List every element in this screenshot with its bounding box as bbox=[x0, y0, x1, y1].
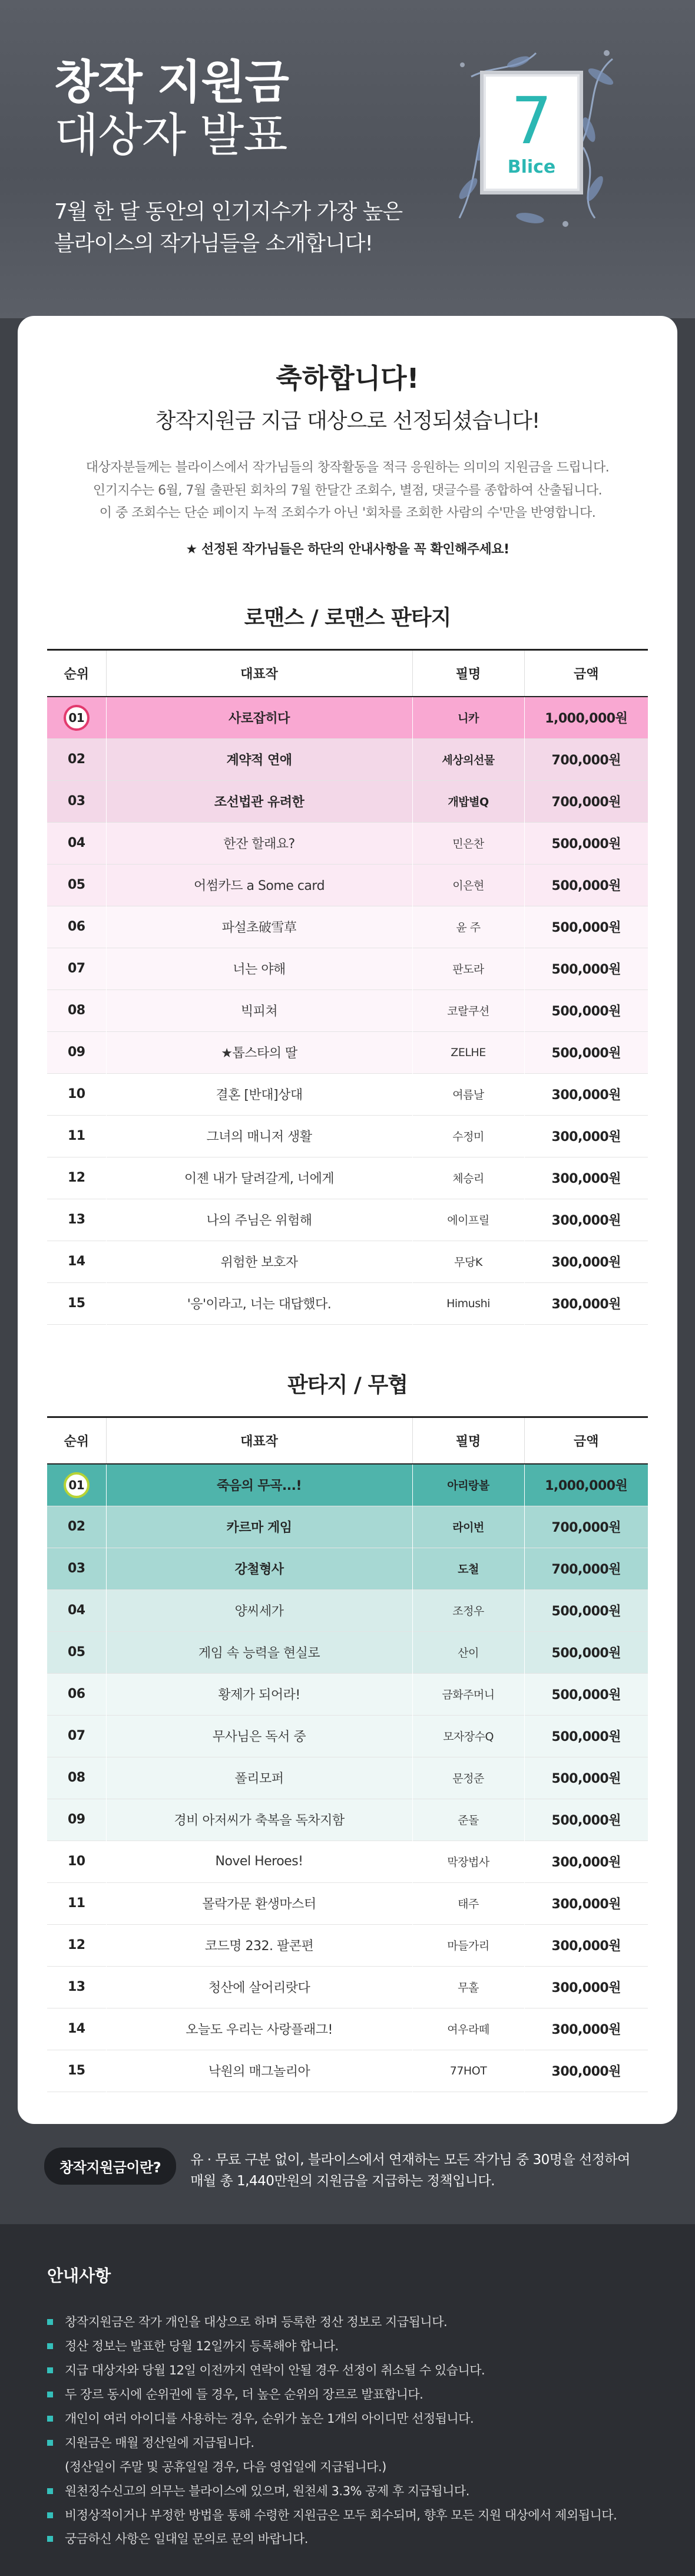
guide-list bbox=[47, 2310, 648, 2551]
amount-cell: 500,000원 bbox=[524, 1757, 648, 1799]
pen-name-cell: 조정우 bbox=[412, 1589, 524, 1631]
table-header-row bbox=[47, 649, 648, 697]
rank-cell: 09 bbox=[67, 1812, 85, 1827]
title-cell: 오늘도 우리는 사랑플래그! bbox=[106, 2008, 412, 2050]
title-cell: 한잔 할래요? bbox=[106, 822, 412, 864]
intro-line: 이 중 조회수는 단순 페이지 누적 조회수가 아닌 '회차를 조회한 사람의 수'만을 반영합니다. bbox=[99, 506, 596, 520]
amount-cell: 500,000원 bbox=[524, 1589, 648, 1631]
table-row bbox=[47, 2050, 648, 2092]
table-header-row bbox=[47, 1417, 648, 1464]
table-row bbox=[47, 1841, 648, 1882]
table-row bbox=[47, 1966, 648, 2008]
guide-item: 비정상적이거나 부정한 방법을 통해 수령한 지원금은 모두 회수되며, 향후 모든 지원 대상에서 제외됩니다. bbox=[47, 2504, 648, 2528]
rank-cell: 05 bbox=[67, 1645, 85, 1660]
pen-name-cell: 개밥별Q bbox=[412, 780, 524, 822]
table-row bbox=[47, 1882, 648, 1924]
amount-cell: 300,000원 bbox=[524, 1199, 648, 1241]
pen-name-cell: 무당K bbox=[412, 1241, 524, 1282]
rank-cell: 10 bbox=[67, 1087, 85, 1101]
guide-item: 지원금은 매월 정산일에 지급됩니다. bbox=[47, 2431, 648, 2455]
amount-cell: 500,000원 bbox=[524, 1715, 648, 1757]
title-cell: 카르마 게임 bbox=[106, 1506, 412, 1548]
pen-name-cell: 라이번 bbox=[412, 1506, 524, 1548]
table-row bbox=[47, 822, 648, 864]
title-cell: Novel Heroes! bbox=[106, 1841, 412, 1882]
guide-item: 지급 대상자와 당월 12일 이전까지 연락이 안될 경우 선정이 취소될 수 있습니다. bbox=[47, 2359, 648, 2383]
pen-name-cell: 세상의선물 bbox=[412, 738, 524, 780]
guide-section bbox=[0, 2224, 695, 2576]
blice-logo: Blice bbox=[507, 156, 556, 177]
rank-cell: 15 bbox=[67, 1296, 85, 1311]
pen-name-cell: ZELHE bbox=[412, 1031, 524, 1073]
intro-line: 대상자분들께는 블라이스에서 작가님들의 창작활동을 적극 응원하는 의미의 지원금을 드립니다. bbox=[85, 460, 610, 475]
table-row bbox=[47, 906, 648, 948]
guide-title: 안내사항 bbox=[47, 2266, 111, 2285]
hero-desc-line1: 7월 한 달 동안의 인기지수가 가장 높은 bbox=[54, 200, 403, 225]
title-cell: '응'이라고, 너는 대답했다. bbox=[106, 1282, 412, 1324]
title-cell: 몰락가문 환생마스터 bbox=[106, 1882, 412, 1924]
title-cell: 결혼 [반대]상대 bbox=[106, 1073, 412, 1115]
table-row bbox=[47, 1589, 648, 1631]
table-row bbox=[47, 1073, 648, 1115]
title-cell: 계약적 연애 bbox=[106, 738, 412, 780]
rank-cell: 15 bbox=[67, 2063, 85, 2078]
romance-table bbox=[47, 649, 648, 1325]
rank-badge: 01 bbox=[64, 1472, 90, 1498]
amount-cell: 300,000원 bbox=[524, 1924, 648, 1966]
rank-badge: 01 bbox=[64, 705, 90, 731]
title-cell: 무사님은 독서 중 bbox=[106, 1715, 412, 1757]
header-rank: 순위 bbox=[64, 1434, 89, 1449]
pen-name-cell: 민은찬 bbox=[412, 822, 524, 864]
intro-text bbox=[47, 457, 648, 525]
amount-cell: 300,000원 bbox=[524, 1241, 648, 1282]
pen-name-cell: 윤 주 bbox=[412, 906, 524, 948]
notice-text: ★ 선정된 작가님들은 하단의 안내사항을 꼭 확인해주세요! bbox=[186, 542, 509, 557]
guide-item: 궁금하신 사항은 일대일 문의로 문의 바랍니다. bbox=[47, 2527, 648, 2551]
amount-cell: 700,000원 bbox=[524, 738, 648, 780]
rank-cell: 09 bbox=[67, 1045, 85, 1060]
rank-cell: 14 bbox=[67, 2021, 85, 2036]
what-is-line: 유 · 무료 구분 없이, 블라이스에서 연재하는 모든 작가님 중 30명을 선정하여 bbox=[190, 2152, 630, 2168]
guide-item: 원천징수신고의 의무는 블라이스에 있으며, 원천세 3.3% 공제 후 지급됩니다. bbox=[47, 2479, 648, 2504]
table-row bbox=[47, 1199, 648, 1241]
table-row bbox=[47, 1715, 648, 1757]
pen-name-cell: 산이 bbox=[412, 1631, 524, 1673]
rank-cell: 06 bbox=[67, 1687, 85, 1701]
guide-item: 개인이 여러 아이디를 사용하는 경우, 순위가 높은 1개의 아이디만 선정됩니다. bbox=[47, 2407, 648, 2431]
pen-name-cell: 모자장수Q bbox=[412, 1715, 524, 1757]
title-cell: 청산에 살어리랏다 bbox=[106, 1966, 412, 2008]
results-card bbox=[18, 316, 677, 2124]
pen-name-cell: 수정미 bbox=[412, 1115, 524, 1157]
pen-name-cell: 체승리 bbox=[412, 1157, 524, 1199]
header-amount: 금액 bbox=[524, 1417, 648, 1464]
amount-cell: 1,000,000원 bbox=[524, 697, 648, 738]
guide-item: (정산일이 주말 및 공휴일일 경우, 다음 영업일에 지급됩니다.) bbox=[65, 2459, 386, 2474]
pen-name-cell: 태주 bbox=[412, 1882, 524, 1924]
rank-cell: 05 bbox=[67, 878, 85, 892]
amount-cell: 300,000원 bbox=[524, 1882, 648, 1924]
pen-name-cell: 여우라떼 bbox=[412, 2008, 524, 2050]
amount-cell: 300,000원 bbox=[524, 1115, 648, 1157]
fantasy-section-title: 판타지 / 무협 bbox=[287, 1373, 408, 1397]
header-amount: 금액 bbox=[524, 649, 648, 697]
table-row bbox=[47, 864, 648, 906]
title-cell: 황제가 되어라! bbox=[106, 1673, 412, 1715]
hero-title-line1: 창작 지원금 bbox=[54, 56, 289, 109]
pen-name-cell: 문정준 bbox=[412, 1757, 524, 1799]
header-title: 대표작 bbox=[106, 649, 412, 697]
title-cell: 조선법관 유려한 bbox=[106, 780, 412, 822]
header-pen-name: 필명 bbox=[412, 1417, 524, 1464]
table-row bbox=[47, 989, 648, 1031]
rank-cell: 10 bbox=[67, 1854, 85, 1869]
frame-number: 7 bbox=[511, 83, 552, 159]
amount-cell: 500,000원 bbox=[524, 864, 648, 906]
title-cell: 어썸카드 a Some card bbox=[106, 864, 412, 906]
rank-cell: 07 bbox=[67, 961, 85, 976]
pen-name-cell: 이은현 bbox=[412, 864, 524, 906]
table-row bbox=[47, 1282, 648, 1324]
amount-cell: 500,000원 bbox=[524, 1673, 648, 1715]
amount-cell: 500,000원 bbox=[524, 1631, 648, 1673]
rank-cell: 03 bbox=[67, 794, 85, 809]
amount-cell: 700,000원 bbox=[524, 1506, 648, 1548]
hero-illustration bbox=[448, 41, 624, 230]
pen-name-cell: Himushi bbox=[412, 1282, 524, 1324]
hero-title-line2: 대상자 발표 bbox=[54, 108, 287, 162]
title-cell: 그녀의 매니저 생활 bbox=[106, 1115, 412, 1157]
amount-cell: 300,000원 bbox=[524, 2008, 648, 2050]
pen-name-cell: 마들가리 bbox=[412, 1924, 524, 1966]
table-row bbox=[47, 697, 648, 738]
pen-name-cell: 아리랑볼 bbox=[412, 1464, 524, 1506]
amount-cell: 700,000원 bbox=[524, 780, 648, 822]
amount-cell: 500,000원 bbox=[524, 1799, 648, 1841]
rank-cell: 04 bbox=[67, 836, 85, 850]
pen-name-cell: 코랄쿠션 bbox=[412, 989, 524, 1031]
amount-cell: 300,000원 bbox=[524, 1073, 648, 1115]
title-cell: 강철형사 bbox=[106, 1548, 412, 1589]
table-row bbox=[47, 1673, 648, 1715]
amount-cell: 300,000원 bbox=[524, 2050, 648, 2092]
header-rank: 순위 bbox=[64, 667, 89, 682]
table-row bbox=[47, 1548, 648, 1589]
title-cell: 폴리모퍼 bbox=[106, 1757, 412, 1799]
header-title: 대표작 bbox=[106, 1417, 412, 1464]
amount-cell: 1,000,000원 bbox=[524, 1464, 648, 1506]
pen-name-cell: 에이프릴 bbox=[412, 1199, 524, 1241]
romance-table-body bbox=[47, 697, 648, 1324]
table-row bbox=[47, 1241, 648, 1282]
table-row bbox=[47, 780, 648, 822]
rank-cell: 12 bbox=[67, 1938, 85, 1952]
title-cell: 위험한 보호자 bbox=[106, 1241, 412, 1282]
pen-name-cell: 여름날 bbox=[412, 1073, 524, 1115]
amount-cell: 300,000원 bbox=[524, 1157, 648, 1199]
table-row bbox=[47, 2008, 648, 2050]
title-cell: 빅피쳐 bbox=[106, 989, 412, 1031]
rank-cell: 11 bbox=[67, 1129, 85, 1143]
romance-section-title: 로맨스 / 로맨스 판타지 bbox=[244, 605, 451, 630]
rank-cell bbox=[47, 1464, 106, 1506]
number-frame bbox=[480, 71, 583, 194]
rank-cell: 02 bbox=[67, 1519, 85, 1534]
title-cell: 사로잡히다 bbox=[106, 697, 412, 738]
congrats-subheading: 창작지원금 지급 대상으로 선정되셨습니다! bbox=[155, 409, 540, 433]
what-is-line: 매월 총 1,440만원의 지원금을 지급하는 정책입니다. bbox=[190, 2173, 495, 2189]
table-row bbox=[47, 1757, 648, 1799]
amount-cell: 300,000원 bbox=[524, 1282, 648, 1324]
amount-cell: 500,000원 bbox=[524, 948, 648, 989]
pen-name-cell: 도철 bbox=[412, 1548, 524, 1589]
table-row bbox=[47, 1115, 648, 1157]
title-cell: 게임 속 능력을 현실로 bbox=[106, 1631, 412, 1673]
amount-cell: 500,000원 bbox=[524, 906, 648, 948]
title-cell: 낙원의 매그놀리아 bbox=[106, 2050, 412, 2092]
table-row bbox=[47, 1924, 648, 1966]
title-cell: 양씨세가 bbox=[106, 1589, 412, 1631]
what-is-section bbox=[44, 2148, 657, 2192]
table-row bbox=[47, 738, 648, 780]
pen-name-cell: 준돌 bbox=[412, 1799, 524, 1841]
header-pen-name: 필명 bbox=[412, 649, 524, 697]
table-row bbox=[47, 1799, 648, 1841]
table-row bbox=[47, 1631, 648, 1673]
amount-cell: 300,000원 bbox=[524, 1966, 648, 2008]
amount-cell: 700,000원 bbox=[524, 1548, 648, 1589]
table-row bbox=[47, 1157, 648, 1199]
intro-line: 인기지수는 6월, 7월 출판된 회차의 7월 한달간 조회수, 별점, 댓글수를 종합하여 산출됩니다. bbox=[92, 483, 603, 498]
rank-cell: 14 bbox=[67, 1254, 85, 1269]
rank-cell: 13 bbox=[67, 1980, 85, 1994]
rank-cell: 03 bbox=[67, 1561, 85, 1576]
amount-cell: 500,000원 bbox=[524, 822, 648, 864]
rank-cell: 06 bbox=[67, 919, 85, 934]
amount-cell: 500,000원 bbox=[524, 989, 648, 1031]
rank-cell bbox=[47, 697, 106, 738]
fantasy-table bbox=[47, 1416, 648, 2092]
hero-desc-line2: 블라이스의 작가님들을 소개합니다! bbox=[54, 232, 373, 256]
rank-cell: 04 bbox=[67, 1603, 85, 1618]
table-row bbox=[47, 1464, 648, 1506]
title-cell: 너는 야해 bbox=[106, 948, 412, 989]
pen-name-cell: 막장법사 bbox=[412, 1841, 524, 1882]
rank-cell: 11 bbox=[67, 1896, 85, 1911]
hero-banner bbox=[0, 0, 695, 318]
title-cell: 나의 주님은 위험해 bbox=[106, 1199, 412, 1241]
rank-cell: 08 bbox=[67, 1770, 85, 1785]
guide-item: 두 장르 동시에 순위권에 들 경우, 더 높은 순위의 장르로 발표합니다. bbox=[47, 2383, 648, 2407]
rank-cell: 13 bbox=[67, 1212, 85, 1227]
rank-cell: 12 bbox=[67, 1170, 85, 1185]
pen-name-cell: 니카 bbox=[412, 697, 524, 738]
what-is-text bbox=[190, 2150, 630, 2192]
title-cell: 죽음의 무곡...! bbox=[106, 1464, 412, 1506]
fantasy-table-body bbox=[47, 1464, 648, 2092]
what-is-pill: 창작지원금이란? bbox=[44, 2148, 176, 2185]
title-cell: 이젠 내가 달려갈게, 너에게 bbox=[106, 1157, 412, 1199]
rank-cell: 02 bbox=[67, 752, 85, 767]
title-cell: 경비 아저씨가 축복을 독차지함 bbox=[106, 1799, 412, 1841]
guide-item: 정산 정보는 발표한 당월 12일까지 등록해야 합니다. bbox=[47, 2334, 648, 2359]
amount-cell: 300,000원 bbox=[524, 1841, 648, 1882]
title-cell: 코드명 232. 팔콘편 bbox=[106, 1924, 412, 1966]
pen-name-cell: 금화주머니 bbox=[412, 1673, 524, 1715]
amount-cell: 500,000원 bbox=[524, 1031, 648, 1073]
guide-item: 창작지원금은 작가 개인을 대상으로 하며 등록한 정산 정보로 지급됩니다. bbox=[47, 2310, 648, 2334]
title-cell: ★톱스타의 딸 bbox=[106, 1031, 412, 1073]
title-cell: 파설초破雪草 bbox=[106, 906, 412, 948]
table-row bbox=[47, 1506, 648, 1548]
rank-cell: 07 bbox=[67, 1729, 85, 1743]
pen-name-cell: 무홀 bbox=[412, 1966, 524, 2008]
pen-name-cell: 77HOT bbox=[412, 2050, 524, 2092]
congrats-heading: 축하합니다! bbox=[276, 362, 419, 394]
rank-cell: 08 bbox=[67, 1003, 85, 1018]
table-row bbox=[47, 948, 648, 989]
pen-name-cell: 판도라 bbox=[412, 948, 524, 989]
table-row bbox=[47, 1031, 648, 1073]
